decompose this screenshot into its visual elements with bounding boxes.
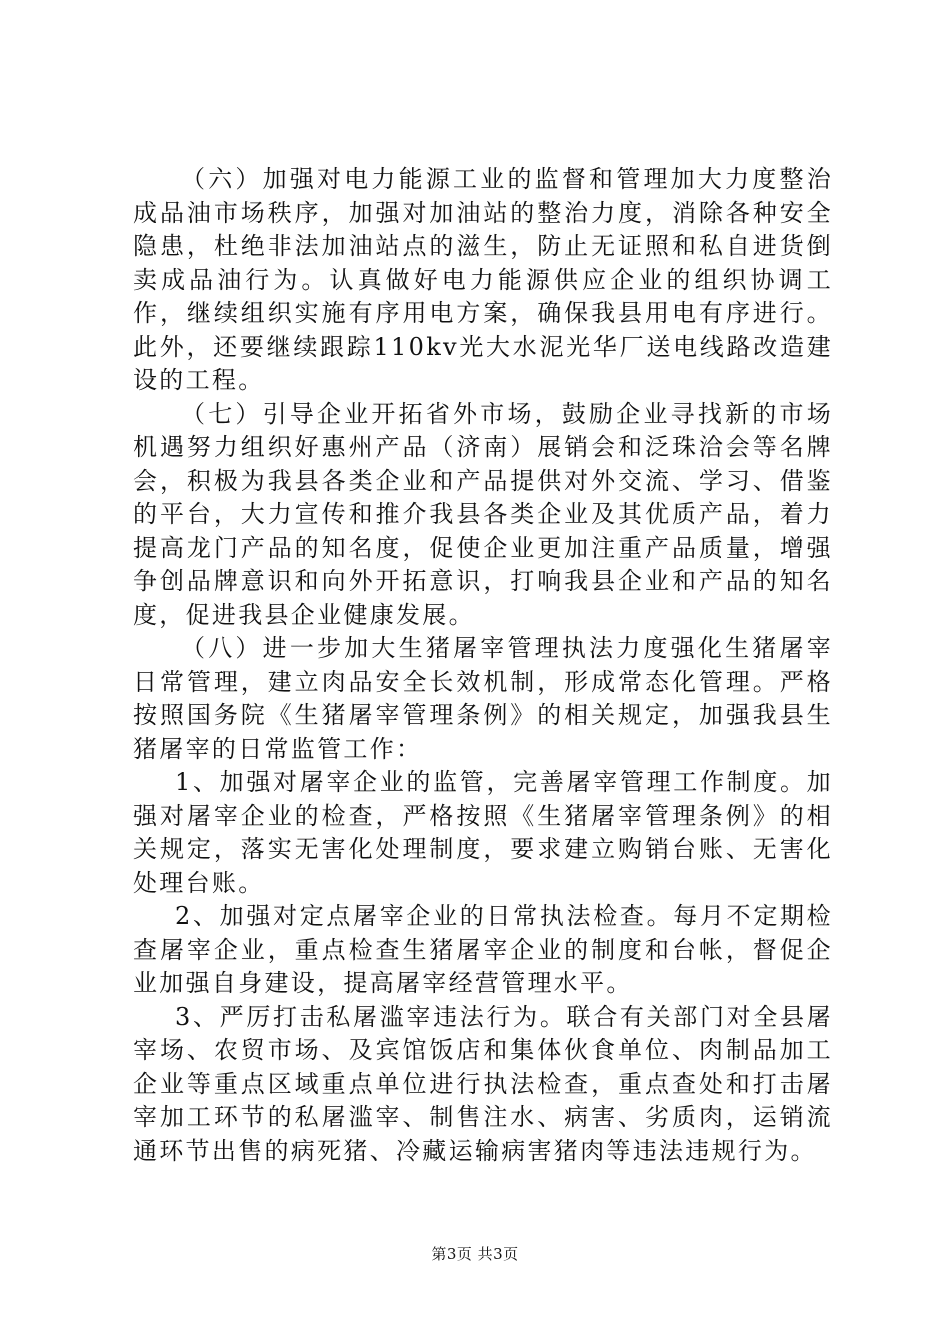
page-number-footer: 第3页 共3页: [431, 1245, 519, 1263]
list-item-2: 2、加强对定点屠宰企业的日常执法检查。每月不定期检查屠宰企业，重点检查生猪屠宰企业的制度和台帐，督促企业加强自身建设，提高屠宰经营管理水平。: [133, 902, 833, 997]
list-item-1: 1、加强对屠宰企业的监管，完善屠宰管理工作制度。加强对屠宰企业的检查，严格按照《生猪屠宰管理条例》的相关规定，落实无害化处理制度，要求建立购销台账、无害化处理台账。: [133, 768, 833, 897]
paragraph-seven: （七）引导企业开拓省外市场，鼓励企业寻找新的市场机遇努力组织好惠州产品（济南）展销会和泛珠洽会等名牌会，积极为我县各类企业和产品提供对外交流、学习、借鉴的平台，大力宣传和推介我县各类企业及其优质产品，着力提高龙门产品的知名度，促使企业更加注重产品质量，增强争创品牌意识和向外开拓意识，打响我县企业和产品的知名度，促进我县企业健康发展。: [133, 399, 833, 629]
list-item-3: 3、严厉打击私屠滥宰违法行为。联合有关部门对全县屠宰场、农贸市场、及宾馆饭店和集体伙食单位、肉制品加工企业等重点区域重点单位进行执法检查，重点查处和打击屠宰加工环节的私屠滥宰、制售注水、病害、劣质肉，运销流通环节出售的病死猪、冷藏运输病害猪肉等违法违规行为。: [133, 1002, 833, 1165]
document-body: [133, 163, 833, 1168]
paragraph-eight: （八）进一步加大生猪屠宰管理执法力度强化生猪屠宰日常管理，建立肉品安全长效机制，形成常态化管理。严格按照国务院《生猪屠宰管理条例》的相关规定，加强我县生猪屠宰的日常监管工作：: [133, 634, 833, 763]
paragraph-six: （六）加强对电力能源工业的监督和管理加大力度整治成品油市场秩序，加强对加油站的整治力度，消除各种安全隐患，杜绝非法加油站点的滋生，防止无证照和私自进货倒卖成品油行为。认真做好电力能源供应企业的组织协调工作，继续组织实施有序用电方案，确保我县用电有序进行。此外，还要继续跟踪110kv光大水泥光华厂送电线路改造建设的工程。: [133, 165, 833, 394]
